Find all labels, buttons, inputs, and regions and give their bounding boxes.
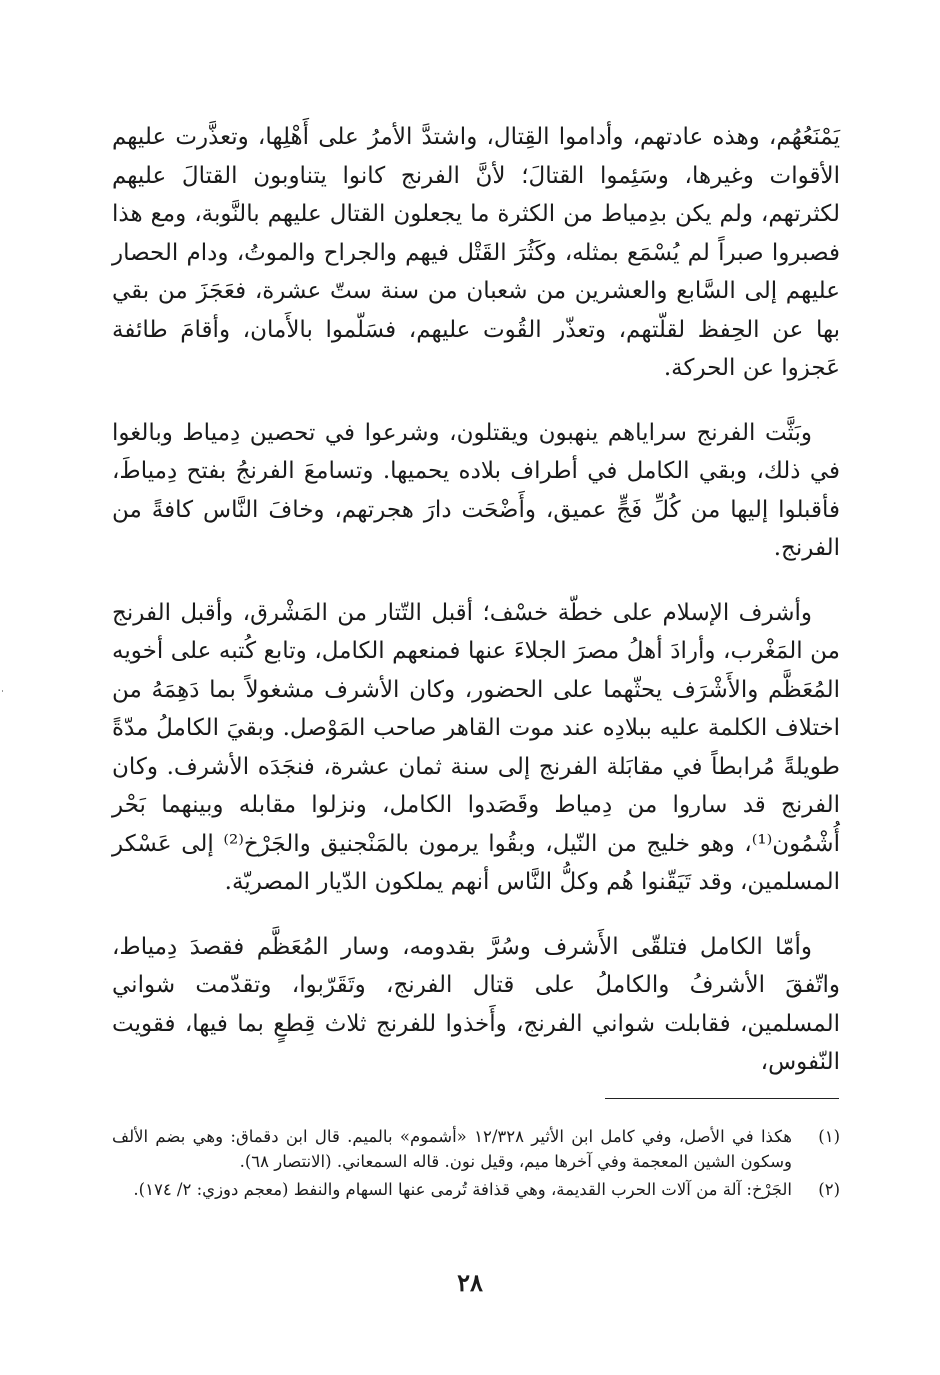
main-text [112,118,840,1108]
footnote-text: الجَرْخ: آلة من آلات الحرب القديمة، وهي قذافة تُرمى عنها السهام والنفط (معجم دوزي: ٢/ ١٧٤). [133,1180,792,1199]
paragraph: وبَثَّت الفرنج سراياهم ينهبون ويقتلون، وشرعوا في تحصين دِمياط وبالغوا في ذلك، وبقي الكامل في أطراف بلاده يحميها. وتسامعَ الفرنجُ بفتح دِمياطَ، فأقبلوا إليها من كُلِّ فَجٍّ عميق، وأَضْحَت دارَ هجرتهم، وخافَ النَّاس كافةً من الفرنج. [112,419,840,561]
paragraph: يَمْنَعُهُم، وهذه عادتهم، وأداموا القِتال، واشتدَّ الأمرُ على أَهْلِها، وتعذَّرت عليهم الأقوات وغيرها، وسَئِموا القتالَ؛ لأنَّ الفرنج كانوا يتناوبون القتالَ عليهم لكثرتهم، ولم يكن بدِمياط من الكثرة ما يجعلون القتال عليهم بالنَّوبة، ومع هذا فصبروا صبراً لم يُسْمَع بمثله، وكَثُرَ القَتْل فيهم والجراح والموتُ، ودام الحصار عليهم إلى السَّابع والعشرين من شعبان من سنة ستّ عشرة، فعَجَزَ من بقي بها عن الحِفظ لقلّتهم، وتعذّر القُوت عليهم، فسَلّموا بالأَمان، وأقامَ طائفة عَجزوا عن الحركة. [112,124,840,381]
footnotes [112,1124,840,1205]
footnote [112,1177,840,1202]
footnote-separator [605,1098,839,1099]
footnote-number: (١) [818,1127,840,1146]
paragraph: وأمّا الكامل فتلقّى الأَشرف وسُرَّ بقدومه، وسار المُعَظَّم فقصدَ دِمياط، واتّفقَ الأشرفُ والكاملُ على قتال الفرنج، وتَقَرّبوا، وتقدّمت شواني المسلمين، فقابلت شواني الفرنج، وأَخذوا للفرنج ثلاث قِطعٍ بما فيها، فقويت النّفوس، [112,933,840,1075]
footnote-text: هكذا في الأصل، وفي كامل ابن الأثير ١٢/٣٢٨ «أشموم» بالميم. قال ابن دقماق: وهي بضم الألف وسكون الشين المعجمة وفي آخرها ميم، وقيل نون. قاله السمعاني. (الانتصار ٦٨). [112,1127,793,1171]
footnote [112,1124,840,1174]
margin-mark [2,690,3,692]
page-number: ٢٨ [457,1268,483,1297]
paragraph: وأشرف الإسلام على خطّة خسْف؛ أقبل التّتار من المَشْرق، وأقبل الفرنج من المَغْرب، وأرادَ أهلُ مصرَ الجلاءَ عنها فمنعهم الكامل، وتابع كُتبه على أخويه المُعَظَّم والأَشْرَف يحثّهما على الحضور، وكان الأشرف مشغولاً بما دَهِمَهُ من اختلاف الكلمة عليه ببلادِه عند موت القاهر صاحب المَوْصل. وبقيَ الكاملُ مدّةً طويلةً مُرابطاً في مقابَلة الفرنج إلى سنة ثمان عشرة، فنجَدَه الأشرف. وكان الفرنج قد ساروا من دِمياط وقَصَدوا الكامل، ونزلوا مقابله وبينهما بَحْر أُشْمُون⁽¹⁾، وهو خليج من النّيل، وبقُوا يرمون بالمَنْجنيق والجَرْخ⁽²⁾ إلى عَسْكر المسلمين، وقد تَيَقّنوا هُم وكلُّ النَّاس أنهم يملكون الدّيار المصريّة. [112,599,840,895]
footnote-number: (٢) [818,1180,840,1199]
